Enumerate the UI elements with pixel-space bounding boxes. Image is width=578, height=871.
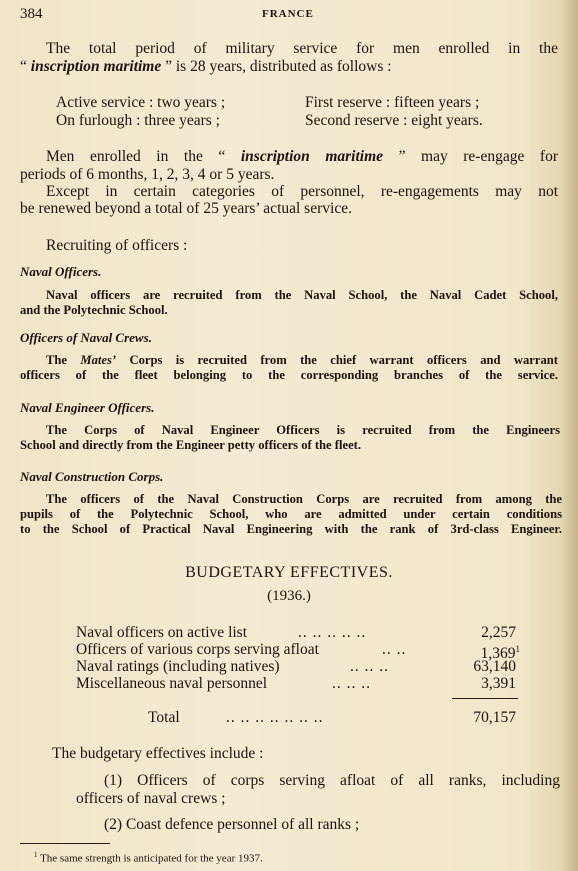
engineer-line-1: The Corps of Naval Engineer Officers is recruited from the Engineers: [46, 423, 560, 437]
naval-crews-heading: Officers of Naval Crews.: [20, 330, 152, 345]
furlough: On furlough : three years ;: [56, 112, 220, 129]
budget-total-label: Total: [148, 709, 180, 726]
budget-row-value: [473, 658, 516, 675]
budget-row-leader: .. .. .. .. ..: [298, 624, 367, 641]
service-intro-line-2: [20, 58, 392, 76]
service-intro-line-1: The total period of military service for men enrolled in the: [46, 40, 558, 57]
budget-row-label: Miscellaneous naval personnel: [76, 675, 268, 692]
budget-row-leader: .. ..: [382, 641, 407, 658]
includes-item-2: (2) Coast defence personnel of all ranks ;: [104, 816, 360, 833]
except-line-1: Except in certain categories of personnel, re-engagements may not: [46, 183, 558, 200]
includes-item-1-line-1: (1) Officers of corps serving afloat of all ranks, including: [104, 772, 560, 789]
engineer-officers-heading: Naval Engineer Officers.: [20, 400, 155, 415]
footnote: [34, 851, 263, 865]
naval-officers-heading: Naval Officers.: [20, 264, 102, 279]
total-rule: [452, 698, 518, 699]
budget-row-value: [481, 624, 516, 641]
service-intro-rest: ” is 28 years, distributed as follows :: [161, 58, 392, 75]
reengage-text-b: ” may re-engage for: [383, 148, 558, 165]
budget-row-leader: .. .. ..: [332, 675, 371, 692]
active-service: Active service : two years ;: [56, 94, 226, 111]
naval-officers-line-2: and the Polytechnic School.: [20, 303, 168, 317]
running-head: FRANCE: [262, 8, 314, 20]
footnote-text: The same strength is anticipated for the year 1937.: [40, 852, 263, 865]
budget-total-value: 70,157: [473, 709, 516, 726]
construction-line-3: to the School of Practical Naval Engineering with the rank of 3rd-class Engineer.: [20, 522, 562, 536]
footnote-mark: 1: [34, 851, 38, 859]
budget-row-number: 2,257: [481, 624, 516, 641]
budget-row-leader: .. .. ..: [350, 658, 389, 675]
footnote-rule: [20, 843, 110, 844]
recruiting-heading: Recruiting of officers :: [46, 237, 188, 254]
budget-row-number: 3,391: [481, 675, 516, 692]
includes-item-1-line-2: officers of naval crews ;: [76, 790, 226, 807]
crews-text-a: The: [46, 353, 81, 367]
naval-crews-line-1: [46, 353, 558, 369]
footnote-marker: 1: [515, 644, 520, 654]
quote-open: “: [20, 58, 31, 75]
construction-corps-heading: Naval Construction Corps.: [20, 469, 164, 484]
page-number: 384: [20, 6, 43, 22]
budget-row-label: Officers of various corps serving afloat: [76, 641, 319, 658]
naval-crews-line-2: officers of the fleet belonging to the corresponding branches of the service.: [20, 368, 558, 382]
term-mates: Mates’: [80, 353, 117, 367]
construction-line-2: pupils of the Polytechnic School, who are admitted under certain conditions: [20, 507, 562, 521]
reengage-line-2: periods of 6 months, 1, 2, 3, 4 or 5 years.: [20, 166, 275, 183]
term-inscription-maritime: inscription maritime: [30, 58, 162, 75]
budget-year: (1936.): [267, 588, 311, 604]
second-reserve: Second reserve : eight years.: [305, 112, 483, 129]
includes-intro: The budgetary effectives include :: [52, 745, 264, 762]
naval-officers-line-1: Naval officers are recruited from the Naval School, the Naval Cadet School,: [46, 288, 558, 302]
budget-row-label: Naval officers on active list: [76, 624, 248, 641]
budget-row-number: 1,369: [480, 645, 516, 663]
budget-row-value: [481, 675, 516, 692]
budget-title: BUDGETARY EFFECTIVES.: [185, 564, 393, 581]
except-line-2: be renewed beyond a total of 25 years’ actual service.: [20, 200, 352, 217]
budget-row-label: Naval ratings (including natives): [76, 658, 280, 675]
reengage-text-a: Men enrolled in the “: [46, 148, 241, 165]
engineer-line-2: School and directly from the Engineer petty officers of the fleet.: [20, 438, 362, 452]
construction-line-1: The officers of the Naval Construction Corps are recruited from among the: [46, 492, 562, 506]
first-reserve: First reserve : fifteen years ;: [305, 94, 480, 111]
term-inscription-maritime-2: inscription maritime: [240, 148, 384, 165]
reengage-line-1: [46, 148, 558, 166]
budget-row-number: 63,140: [473, 658, 516, 675]
crews-text-b: Corps is recruited from the chief warrant officers and warrant: [116, 353, 558, 367]
budget-total-leader: .. .. .. .. .. .. ..: [226, 709, 324, 726]
